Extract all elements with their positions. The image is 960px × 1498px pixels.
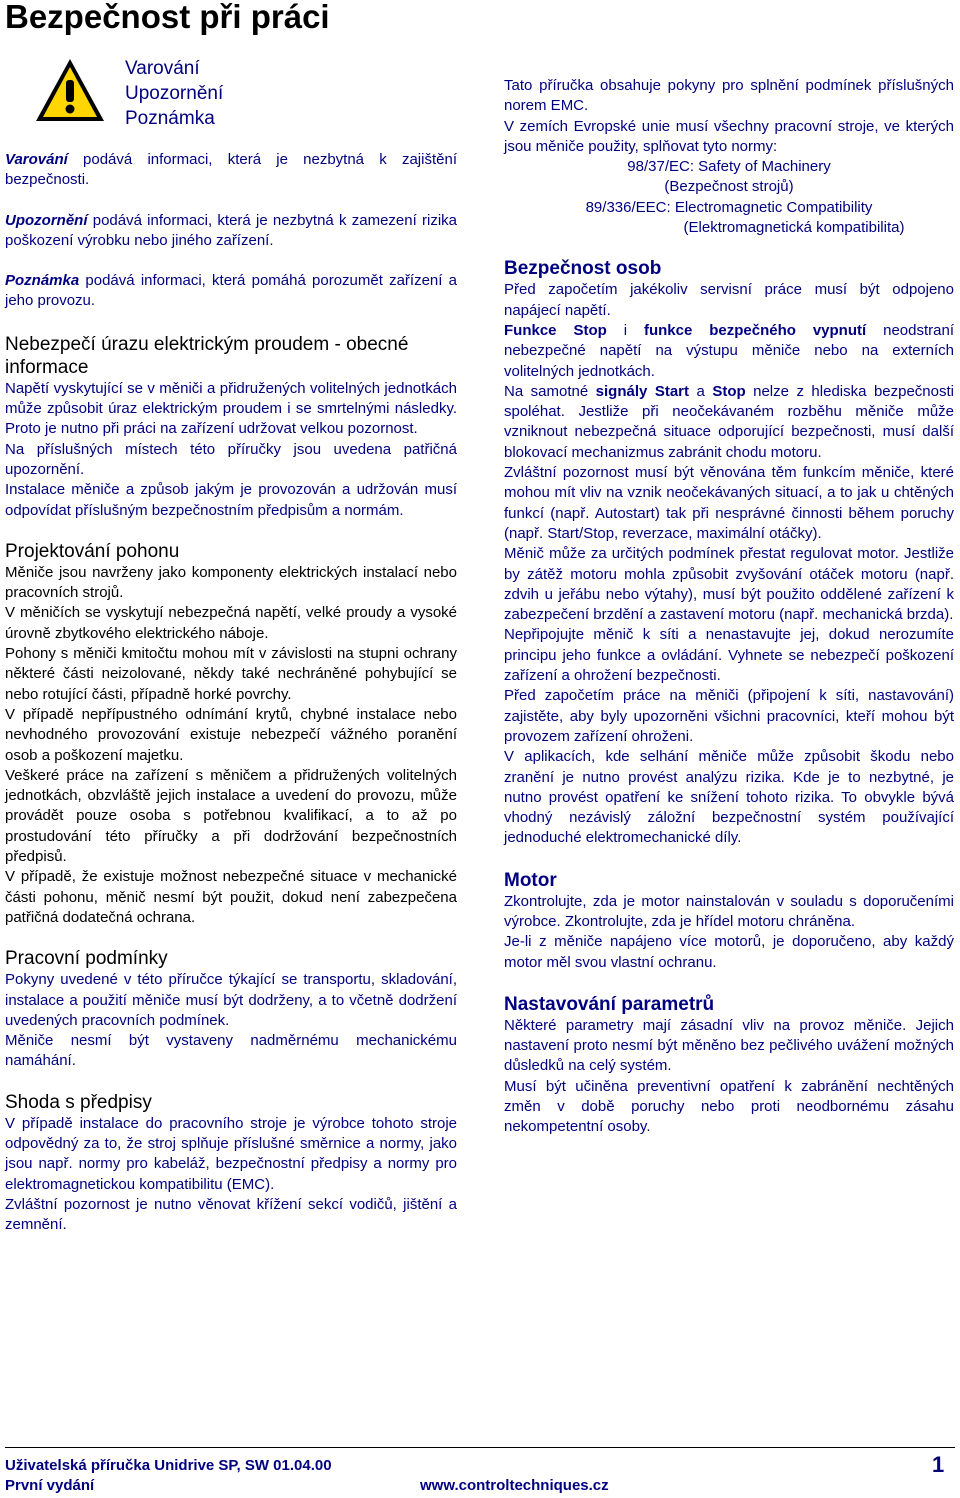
intro-caution: Upozornění podává informaci, která je nezbytná k zamezení rizika poškození výrobku nebo jiného zařízení. [5,211,457,249]
standard-emc: 89/336/EEC: Electromagnetic Compatibility [585,198,873,216]
persons-paragraph-1: Před započetím jakékoliv servisní práce musí být odpojeno napájecí napětí. [504,281,954,319]
left-column [5,150,457,1235]
motor-paragraph-1: Zkontrolujte, zda je motor nainstalován v souladu s doporučeními výrobce. Zkontrolujte, zda je hřídel motoru chráněna. [504,892,954,930]
drive-paragraph-4: V případě nepřípustného odnímání krytů, chybné instalace nebo nevhodného provozování existuje nebezpečí vážného poranění osob a poškození majetku. [5,705,457,764]
drive-paragraph-3: Pohony s měniči kmitočtu mohou mít v závislosti na stupni ochrany některé části neizolované, někdy také nechráněné pohybující se nebo rotující části, případně horké povrchy. [5,645,457,703]
persons-paragraph-8: V aplikacích, kde selhání měniče může způsobit škodu nebo zranění je nutno provést analýzu rizika. Kde je to nezbytné, je nutno provést opatření ke snížení tohoto rizika. To obvykle bývá vhodný nezávislý záložní bezpečnostní systém používající jednoduché elektromechanické díly. [504,748,954,847]
params-paragraph-2: Musí být učiněna preventivní opatření k zabránění nechtěných změn v době poruchy nebo proti neodbornému zásahu nekompetentní osoby. [504,1077,954,1136]
compliance-heading: Shoda s předpisy [5,1091,152,1113]
legend-caution: Upozornění [125,83,224,104]
electric-paragraph-1: Napětí vyskytující se v měniči a přidružených volitelných jednotkách může způsobit úraz elektrickým proudem i se smrtelnými následky. Proto je nutno při práci na zařízení udržovat velkou pozornost. [5,379,457,438]
compliance-paragraph-1: V případě instalace do pracovního stroje je výrobce tohoto stroje odpovědný za to, že stroj splňuje příslušné směrnice a normy, jako jsou např. normy pro kabeláž, bezpečnostní předpisy a normy pro elektromagnetickou kompatibilitu (EMC). [5,1114,457,1193]
standards-paragraph-2: V zemích Evropské unie musí všechny pracovní stroje, ve kterých jsou měniče použity, splňovat tyto normy: [504,117,954,155]
persons-paragraph-3: Na samotné signály Start a Stop nelze z hlediska bezpečnosti spoléhat. Jestliže při neočekávaném rozběhu měniče může vzniknout nebezpečná situace odporující bezpečnosti, musí další blokovací mechanizmus zabránit chodu motoru. [504,382,954,461]
warning-legend [125,56,223,131]
motor-paragraph-2: Je-li z měniče napájeno více motorů, je doporučeno, aby každý motor měl svou vlastní ochranu. [504,933,954,971]
footer-edition: První vydání [5,1477,95,1494]
footer-manual-title: Uživatelská příručka Unidrive SP, SW 01.04.00 [5,1457,332,1474]
standard-machinery-cz: (Bezpečnost strojů) [664,178,794,196]
compliance-paragraph-2: Zvláštní pozornost je nutno věnovat křížení sekcí vodičů, jištění a zemnění. [5,1195,457,1234]
work-heading: Pracovní podmínky [5,948,168,970]
persons-paragraph-2: Funkce Stop i funkce bezpečného vypnutí neodstraní nebezpečné napětí na výstupu měniče nebo na externích volitelných jednotkách. [504,321,954,380]
legend-note: Poznámka [125,108,215,129]
persons-paragraph-6: Nepřipojujte měnič k síti a nenastavujte jej, dokud nerozumíte principu jeho funkce a ovládání. Vyhnete se nebezpečí poškození zařízení a ohrožení bezpečnosti. [504,626,954,685]
standard-machinery: 98/37/EC: Safety of Machinery [627,158,831,176]
persons-heading: Bezpečnost osob [504,258,662,280]
page-title: Bezpečnost při práci [5,0,330,35]
drive-paragraph-6: V případě, že existuje možnost nebezpečné situace v mechanické části pohonu, měnič nesmí být použit, dokud není zabezpečena patřičná dodatečná ochrana. [5,868,457,926]
warning-triangle-icon [34,56,106,124]
legend-warning: Varování [125,58,200,79]
standards-paragraph-1: Tato příručka obsahuje pokyny pro splnění podmínek příslušných norem EMC. [504,77,954,115]
persons-paragraph-7: Před započetím práce na měniči (připojení k síti, nastavování) zajistěte, aby byly upozorněni všichni pracovníci, kteří mohou být provozem zařízení ohroženi. [504,687,954,745]
electric-heading: Nebezpečí úrazu elektrickým proudem - obecné informace [5,333,409,378]
footer-divider [5,1447,955,1448]
drive-paragraph-1: Měniče jsou navrženy jako komponenty elektrických instalací nebo pracovních strojů. [5,563,457,602]
drive-paragraph-5: Veškeré práce na zařízení s měničem a přidružených volitelných jednotkách, obzvláště jejich instalace a uvedení do provozu, může provádět pouze osoba s potřebnou kvalifikací, a to až po prostudování této příručky a při dodržování bezpečnostních předpisů. [5,766,457,866]
motor-heading: Motor [504,869,557,891]
electric-paragraph-3: Instalace měniče a způsob jakým je provozován a udržován musí odpovídat příslušným bezpečnostním předpisům a normám. [5,481,457,519]
params-paragraph-1: Některé parametry mají zásadní vliv na provoz měniče. Jejich nastavení proto nesmí být měněno bez pečlivého uvážení možných důsledků na celý systém. [504,1016,954,1075]
electric-paragraph-2: Na příslušných místech této příručky jsou uvedena patřičná upozornění. [5,440,457,478]
intro-note: Poznámka podává informaci, která pomáhá porozumět zařízení a jeho provozu. [5,272,457,310]
page-number: 1 [932,1452,945,1477]
work-paragraph-2: Měniče nesmí být vystaveny nadměrnému mechanickému namáhání. [5,1032,457,1070]
right-column [504,76,954,1138]
drive-heading: Projektování pohonu [5,540,180,562]
drive-paragraph-2: V měničích se vyskytují nebezpečná napětí, velké proudy a vysoké úrovně zbytkového elektrického náboje. [5,604,457,642]
work-paragraph-1: Pokyny uvedené v této příručce týkající se transportu, skladování, instalace a použití měniče musí být dodrženy, a to včetně dodržení uvedených pracovních podmínek. [5,971,457,1029]
params-heading: Nastavování parametrů [504,993,715,1015]
intro-warning: Varování podává informaci, která je nezbytná k zajištění bezpečnosti. [5,151,457,189]
persons-paragraph-4: Zvláštní pozornost musí být věnována těm funkcím měniče, které mohou mít vliv na vznik neočekávaných situací, a to jak u chtěných funkcí (např. Autostart) tak při nesprávné činnosti během poruchy (např. Start/Stop, reverzace, maximální otáčky). [504,464,954,542]
standard-emc-cz: (Elektromagnetická kompatibilita) [683,219,905,237]
footer-website: www.controltechniques.cz [420,1477,609,1494]
persons-paragraph-5: Měnič může za určitých podmínek přestat regulovat motor. Jestliže by zátěž motoru mohla způsobit zvyšování otáček motoru (např. zdvih u jeřábu nebo výtahy), musí být použito oddělené zařízení k zabezpečení brzdění a zastavení motoru (např. mechanická brzda). [504,545,954,624]
